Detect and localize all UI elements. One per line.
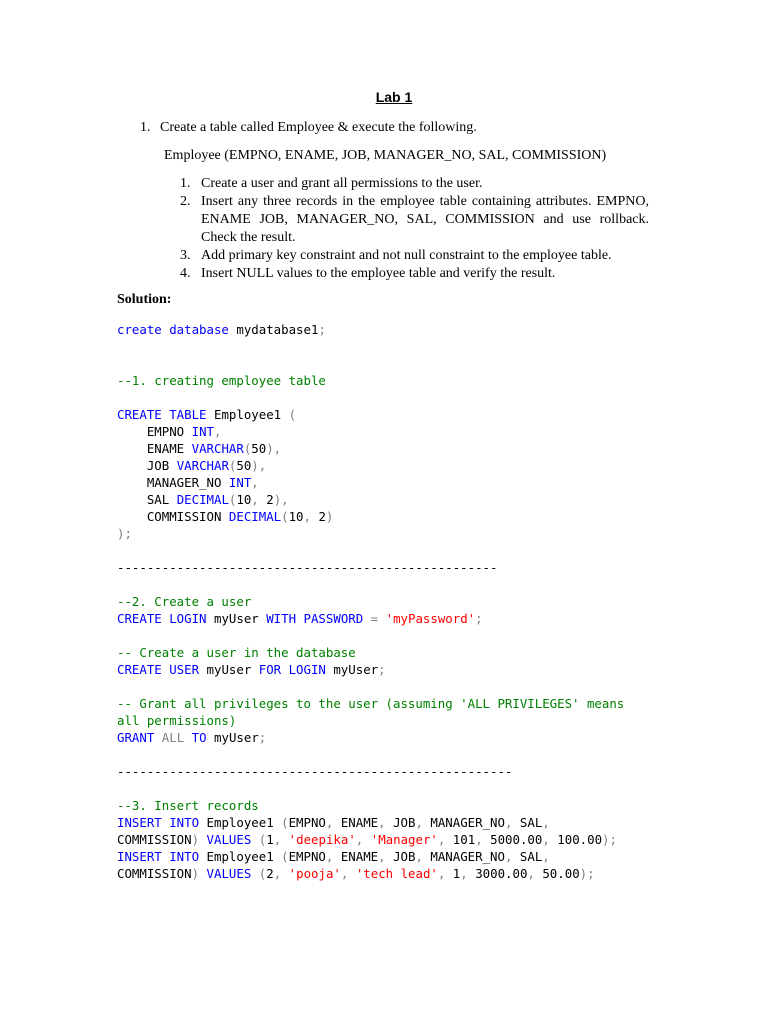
code-token: Employee1 bbox=[199, 849, 282, 864]
code-line bbox=[117, 763, 624, 780]
code-token: VARCHAR bbox=[191, 441, 244, 456]
code-token: 'tech lead' bbox=[355, 866, 438, 881]
code-token: FOR LOGIN bbox=[258, 662, 326, 677]
code-token bbox=[281, 866, 288, 881]
code-line bbox=[117, 627, 624, 644]
code-token: INT bbox=[191, 424, 214, 439]
code-line bbox=[117, 389, 624, 406]
code-line bbox=[117, 474, 624, 491]
code-token: EMPNO bbox=[117, 424, 192, 439]
code-token bbox=[348, 866, 355, 881]
code-token bbox=[199, 866, 206, 881]
task-text: Create a user and grant all permissions to the user. bbox=[201, 176, 483, 191]
sql-code-block bbox=[117, 321, 624, 882]
code-token bbox=[251, 832, 258, 847]
code-line bbox=[117, 848, 624, 865]
code-line bbox=[117, 576, 624, 593]
code-token: CREATE TABLE bbox=[117, 407, 207, 422]
code-token: , bbox=[378, 849, 386, 864]
code-token: ( bbox=[258, 832, 267, 847]
task-text: Add primary key constraint and not null constraint to the employee table. bbox=[201, 248, 612, 263]
code-line bbox=[117, 661, 624, 678]
code-line bbox=[117, 321, 624, 338]
code-token: ); bbox=[117, 526, 132, 541]
code-token: , bbox=[415, 815, 423, 830]
code-token: INSERT INTO bbox=[117, 849, 200, 864]
code-token: , bbox=[378, 815, 386, 830]
task-number: 4. bbox=[180, 266, 191, 281]
code-token: ( bbox=[288, 407, 297, 422]
code-token: ); bbox=[579, 866, 595, 881]
code-token: , bbox=[273, 866, 282, 881]
task-number: 2. bbox=[180, 194, 191, 209]
code-token: 'myPassword' bbox=[385, 611, 476, 626]
code-token: JOB bbox=[385, 849, 416, 864]
code-token: 1 bbox=[266, 832, 274, 847]
code-token: , bbox=[273, 832, 282, 847]
code-token: --------------------------------------------------- bbox=[117, 560, 498, 575]
code-token: DECIMAL bbox=[176, 492, 229, 507]
code-token: myUser bbox=[325, 662, 379, 677]
code-token: ) bbox=[325, 509, 334, 524]
code-token bbox=[363, 611, 370, 626]
code-token: ), bbox=[251, 458, 267, 473]
code-token: INSERT INTO bbox=[117, 815, 200, 830]
code-token: , bbox=[504, 849, 513, 864]
code-line bbox=[117, 729, 624, 746]
code-token: , bbox=[542, 815, 550, 830]
code-token: myUser bbox=[206, 611, 267, 626]
employee-schema: Employee (EMPNO, ENAME, JOB, MANAGER_NO, SAL, COMMISSION) bbox=[164, 148, 607, 163]
code-token bbox=[184, 730, 191, 745]
code-token: 10 bbox=[236, 492, 252, 507]
code-token: 5000.00 bbox=[482, 832, 543, 847]
code-token: ----------------------------------------------------- bbox=[117, 764, 513, 779]
code-line bbox=[117, 678, 624, 695]
code-line bbox=[117, 644, 624, 661]
code-token: GRANT bbox=[117, 730, 155, 745]
code-token: VALUES bbox=[206, 866, 252, 881]
code-token: JOB bbox=[385, 815, 416, 830]
code-token: --2. Create a user bbox=[117, 594, 252, 609]
code-token: , bbox=[437, 832, 446, 847]
code-token: TO bbox=[191, 730, 207, 745]
code-line bbox=[117, 559, 624, 576]
code-token: , bbox=[527, 866, 535, 881]
code-token bbox=[199, 832, 206, 847]
question-text: Create a table called Employee & execute the following. bbox=[160, 120, 477, 135]
code-line bbox=[117, 831, 624, 848]
code-token: ), bbox=[266, 441, 282, 456]
code-token: 2 bbox=[258, 492, 274, 507]
code-token: ENAME bbox=[333, 815, 379, 830]
code-line bbox=[117, 423, 624, 440]
code-token: EMPNO bbox=[288, 815, 326, 830]
code-token: , bbox=[460, 866, 468, 881]
code-token: CREATE LOGIN bbox=[117, 611, 207, 626]
code-line bbox=[117, 457, 624, 474]
code-token: SAL bbox=[117, 492, 177, 507]
code-token: --3. Insert records bbox=[117, 798, 259, 813]
code-token: myUser bbox=[206, 730, 259, 745]
code-line bbox=[117, 814, 624, 831]
solution-label: Solution: bbox=[117, 292, 172, 307]
code-token: ( bbox=[228, 458, 237, 473]
code-token: , bbox=[355, 832, 364, 847]
code-token: MANAGER_NO bbox=[422, 849, 505, 864]
code-token: ENAME bbox=[117, 441, 192, 456]
code-token: COMMISSION bbox=[117, 832, 192, 847]
code-token: COMMISSION bbox=[117, 509, 229, 524]
code-line bbox=[117, 780, 624, 797]
code-line bbox=[117, 338, 624, 355]
code-line bbox=[117, 542, 624, 559]
code-token: ( bbox=[281, 849, 289, 864]
code-token: EMPNO bbox=[288, 849, 326, 864]
code-token: , bbox=[325, 815, 334, 830]
code-token: JOB bbox=[117, 458, 177, 473]
code-token: ) bbox=[191, 832, 200, 847]
code-token: ( bbox=[281, 815, 289, 830]
code-token: , bbox=[340, 866, 349, 881]
code-token: , bbox=[475, 832, 483, 847]
code-token: ), bbox=[273, 492, 289, 507]
code-line bbox=[117, 695, 624, 712]
code-token: 50 bbox=[236, 458, 252, 473]
task-number: 1. bbox=[180, 176, 191, 191]
code-token: , bbox=[251, 475, 259, 490]
code-token: all permissions) bbox=[117, 713, 237, 728]
code-line bbox=[117, 440, 624, 457]
code-token: Employee1 bbox=[206, 407, 289, 422]
code-token: ; bbox=[378, 662, 386, 677]
code-token: ( bbox=[281, 509, 289, 524]
task-text: Insert any three records in the employee table containing attributes. EMPNO, ENAME JOB, MANAGER_NO, SAL, COMMISSION and use rollback. Check the result. bbox=[201, 194, 649, 245]
code-token: ( bbox=[243, 441, 252, 456]
code-token: MANAGER_NO bbox=[117, 475, 229, 490]
code-line bbox=[117, 712, 624, 729]
code-token: = bbox=[370, 611, 379, 626]
code-token: 3000.00 bbox=[467, 866, 528, 881]
code-token: , bbox=[542, 849, 550, 864]
code-token: ) bbox=[191, 866, 200, 881]
code-token: WITH PASSWORD bbox=[266, 611, 364, 626]
code-token: SAL bbox=[512, 849, 543, 864]
code-token: , bbox=[325, 849, 334, 864]
code-token: 50 bbox=[251, 441, 267, 456]
code-token: Employee1 bbox=[199, 815, 282, 830]
code-token: 2 bbox=[266, 866, 274, 881]
code-token: 'deepika' bbox=[288, 832, 356, 847]
task-number: 3. bbox=[180, 248, 191, 263]
code-line bbox=[117, 593, 624, 610]
code-token: COMMISSION bbox=[117, 866, 192, 881]
code-line bbox=[117, 525, 624, 542]
code-token: ENAME bbox=[333, 849, 379, 864]
code-token: DECIMAL bbox=[228, 509, 282, 524]
code-token: create database bbox=[117, 322, 229, 337]
code-token: MANAGER_NO bbox=[422, 815, 505, 830]
code-token bbox=[281, 832, 288, 847]
code-line bbox=[117, 355, 624, 372]
code-token: 'Manager' bbox=[370, 832, 438, 847]
code-token: ALL bbox=[161, 730, 185, 745]
code-token: , bbox=[542, 832, 550, 847]
code-token: , bbox=[251, 492, 259, 507]
code-token: , bbox=[437, 866, 446, 881]
code-token: , bbox=[214, 424, 222, 439]
code-token: SAL bbox=[512, 815, 543, 830]
code-token: 'pooja' bbox=[288, 866, 341, 881]
code-token: --1. creating employee table bbox=[117, 373, 326, 388]
code-token: , bbox=[504, 815, 513, 830]
code-token: 1 bbox=[445, 866, 461, 881]
code-line bbox=[117, 746, 624, 763]
code-token: 2 bbox=[310, 509, 326, 524]
code-line bbox=[117, 406, 624, 423]
code-token: ( bbox=[258, 866, 267, 881]
code-token: VALUES bbox=[206, 832, 252, 847]
code-token: ; bbox=[475, 611, 483, 626]
code-line bbox=[117, 797, 624, 814]
code-token: , bbox=[415, 849, 423, 864]
code-token: CREATE USER bbox=[117, 662, 200, 677]
code-token: ; bbox=[258, 730, 267, 745]
code-token bbox=[154, 730, 161, 745]
code-line bbox=[117, 491, 624, 508]
code-token: INT bbox=[228, 475, 252, 490]
code-token bbox=[378, 611, 385, 626]
task-text: Insert NULL values to the employee table and verify the result. bbox=[201, 266, 556, 281]
page-title: Lab 1 bbox=[375, 89, 413, 105]
code-token: ); bbox=[602, 832, 617, 847]
code-token: myUser bbox=[199, 662, 259, 677]
code-line bbox=[117, 610, 624, 627]
code-token: ; bbox=[318, 322, 326, 337]
code-line bbox=[117, 372, 624, 389]
question-number: 1. bbox=[140, 120, 151, 135]
code-token: ( bbox=[228, 492, 237, 507]
code-token bbox=[251, 866, 258, 881]
code-token: 100.00 bbox=[549, 832, 603, 847]
code-token bbox=[363, 832, 370, 847]
code-token: 101 bbox=[445, 832, 476, 847]
code-token: , bbox=[303, 509, 311, 524]
code-token: mydatabase1 bbox=[228, 322, 319, 337]
code-token: 50.00 bbox=[534, 866, 580, 881]
code-token: -- Grant all privileges to the user (assuming 'ALL PRIVILEGES' means bbox=[117, 696, 625, 711]
code-token: VARCHAR bbox=[176, 458, 229, 473]
code-line bbox=[117, 508, 624, 525]
code-line bbox=[117, 865, 624, 882]
code-token: 10 bbox=[288, 509, 304, 524]
code-token: -- Create a user in the database bbox=[117, 645, 356, 660]
